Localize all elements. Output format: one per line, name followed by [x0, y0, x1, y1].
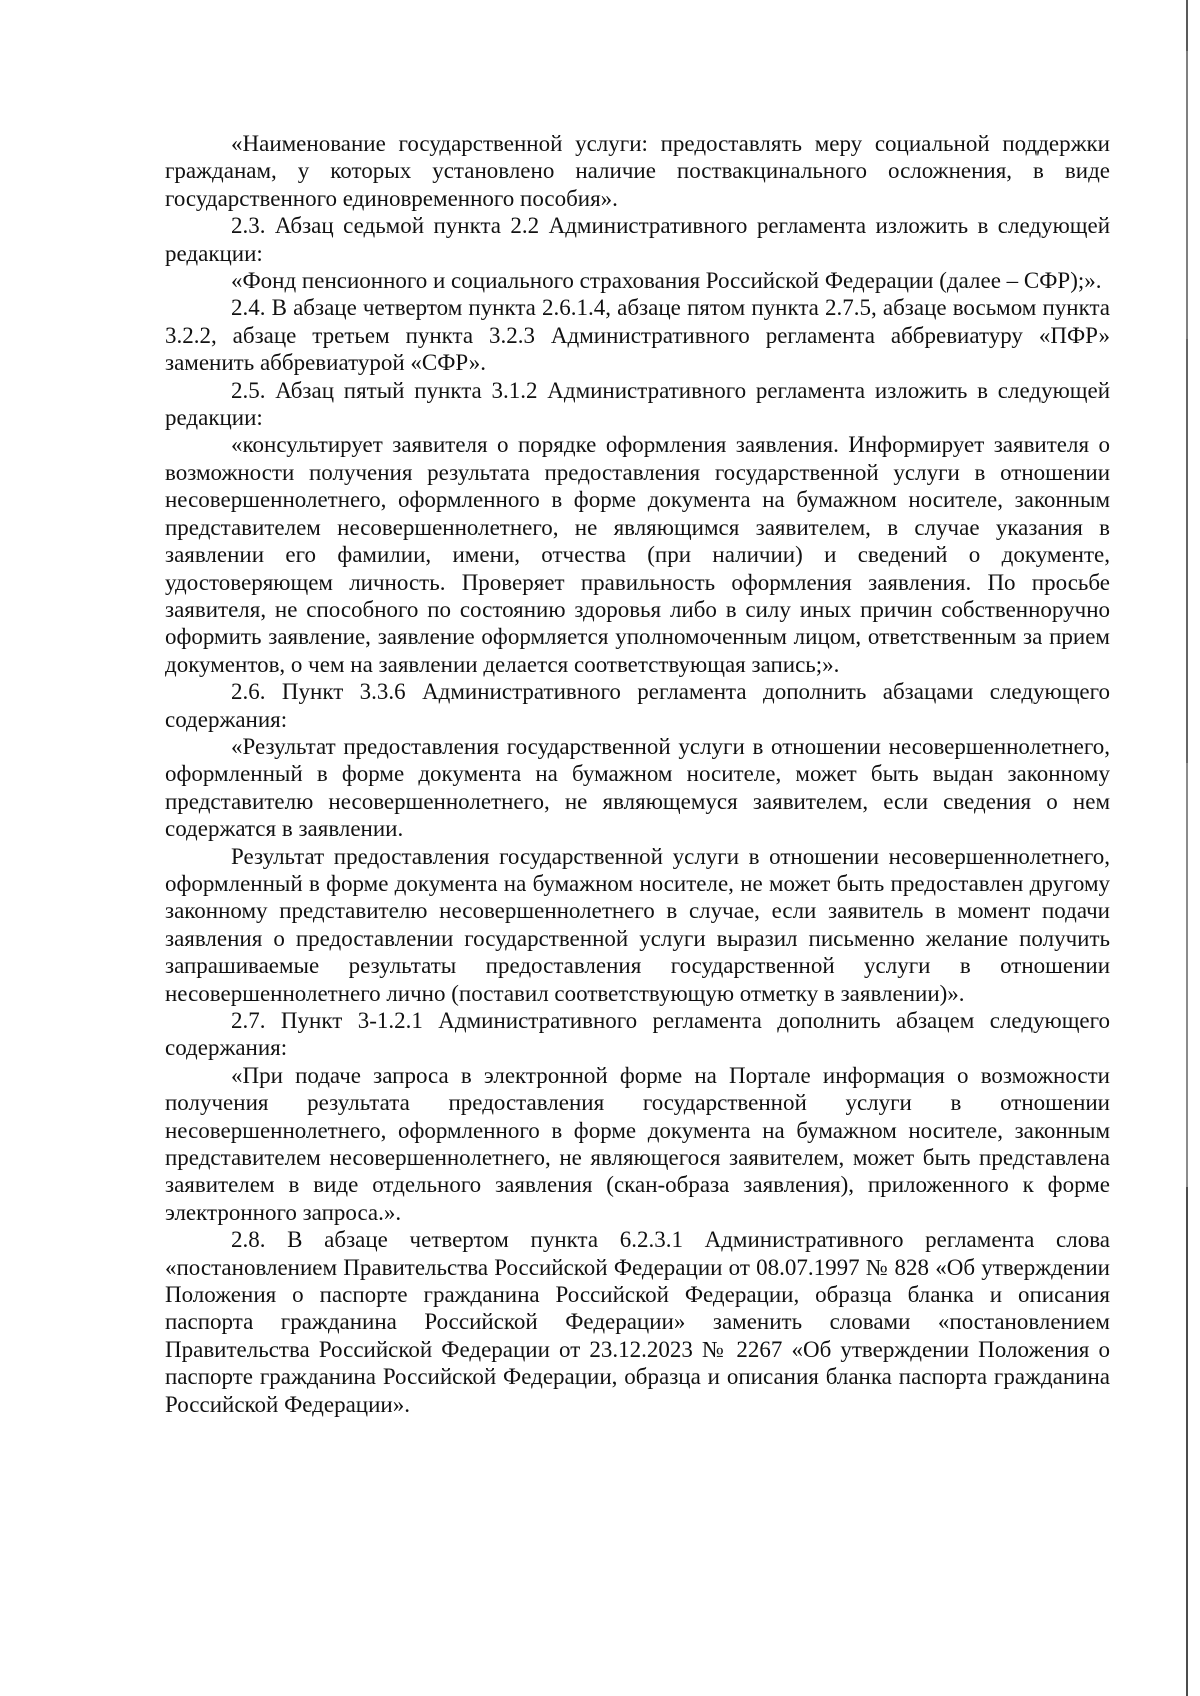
- paragraph-2-7-text: «При подаче запроса в электронной форме на Портале информация о возможности получения результата предоставления государственной услуги в отношении несовершеннолетнего, оформленного в форме документа на бумажном носителе, законным представителем несовершеннолетнего, не являющегося заявителем, может быть представлена заявителем в виде отдельного заявления (скан-образа заявления), приложенного к форме электронного запроса.».: [165, 1062, 1110, 1225]
- paragraph-2-3-text: «Фонд пенсионного и социального страхования Российской Федерации (далее – СФР);».: [231, 268, 1102, 294]
- paragraph-2-8: 2.8. В абзаце четвертом пункта 6.2.3.1 Административного регламента слова «постановлением Правительства Российской Федерации от 08.07.1997 № 828 «Об утверждении Положения о паспорте гражданина Российской Федерации, образца бланка и описания паспорта гражданина Российской Федерации» заменить словами «постановлением Правительства Российской Федерации от 23.12.2023 № 2267 «Об утверждении Положения о паспорте гражданина Российской Федерации, образца и описания бланка паспорта гражданина Российской Федерации».: [165, 1227, 1110, 1417]
- paragraph-service-name: «Наименование государственной услуги: предоставлять меру социальной поддержки гражданам, у которых установлено наличие поствакцинального осложнения, в виде государственного единовременного пособия».: [165, 131, 1110, 211]
- paragraph-2-3: 2.3. Абзац седьмой пункта 2.2 Административного регламента изложить в следующей редакции:: [165, 213, 1110, 266]
- paragraph-2-4: 2.4. В абзаце четвертом пункта 2.6.1.4, абзаце пятом пункта 2.7.5, абзаце восьмом пункта 3.2.2, абзаце третьем пункта 3.2.3 Административного регламента аббревиатуру «ПФР» заменить аббревиатурой «СФР».: [165, 295, 1110, 376]
- paragraph-2-5: 2.5. Абзац пятый пункта 3.1.2 Административного регламента изложить в следующей редакции:: [165, 377, 1110, 431]
- paragraph-2-6-text-1: «Результат предоставления государственной услуги в отношении несовершеннолетнего, оформленный в форме документа на бумажном носителе, может быть выдан законному представителю несовершеннолетнего, не являющемуся заявителем, если сведения о нем содержатся в заявлении.: [165, 733, 1110, 842]
- document-page: [165, 130, 1110, 1418]
- paragraph-2-5-text: «консультирует заявителя о порядке оформления заявления. Информирует заявителя о возможности получения результата предоставления государственной услуги в отношении несовершеннолетнего, оформленного в форме документа на бумажном носителе, законным представителем несовершеннолетнего, не являющимся заявителем, в случае указания в заявлении его фамилии, имени, отчества (при наличии) и сведений о документе, удостоверяющем личность. Проверяет правильность оформления заявления. По просьбе заявителя, не способного по состоянию здоровья либо в силу иных причин собственноручно оформить заявление, заявление оформляется уполномоченным лицом, ответственным за прием документов, о чем на заявлении делается соответствующая запись;».: [165, 432, 1110, 677]
- paragraph-2-6-text-2: Результат предоставления государственной услуги в отношении несовершеннолетнего, оформленный в форме документа на бумажном носителе, не может быть предоставлен другому законному представителю несовершеннолетнего в случае, если заявитель в момент подачи заявления о предоставлении государственной услуги выразил письменно желание получить запрашиваемые результаты предоставления государственной услуги в отношении несовершеннолетнего лично (поставил соответствующую отметку в заявлении)».: [165, 843, 1110, 1006]
- scan-edge-line: [1186, 0, 1188, 1696]
- paragraph-2-6: 2.6. Пункт 3.3.6 Административного регламента дополнить абзацами следующего содержания:: [165, 679, 1110, 732]
- paragraph-2-7: 2.7. Пункт 3-1.2.1 Административного регламента дополнить абзацем следующего содержания:: [165, 1008, 1110, 1061]
